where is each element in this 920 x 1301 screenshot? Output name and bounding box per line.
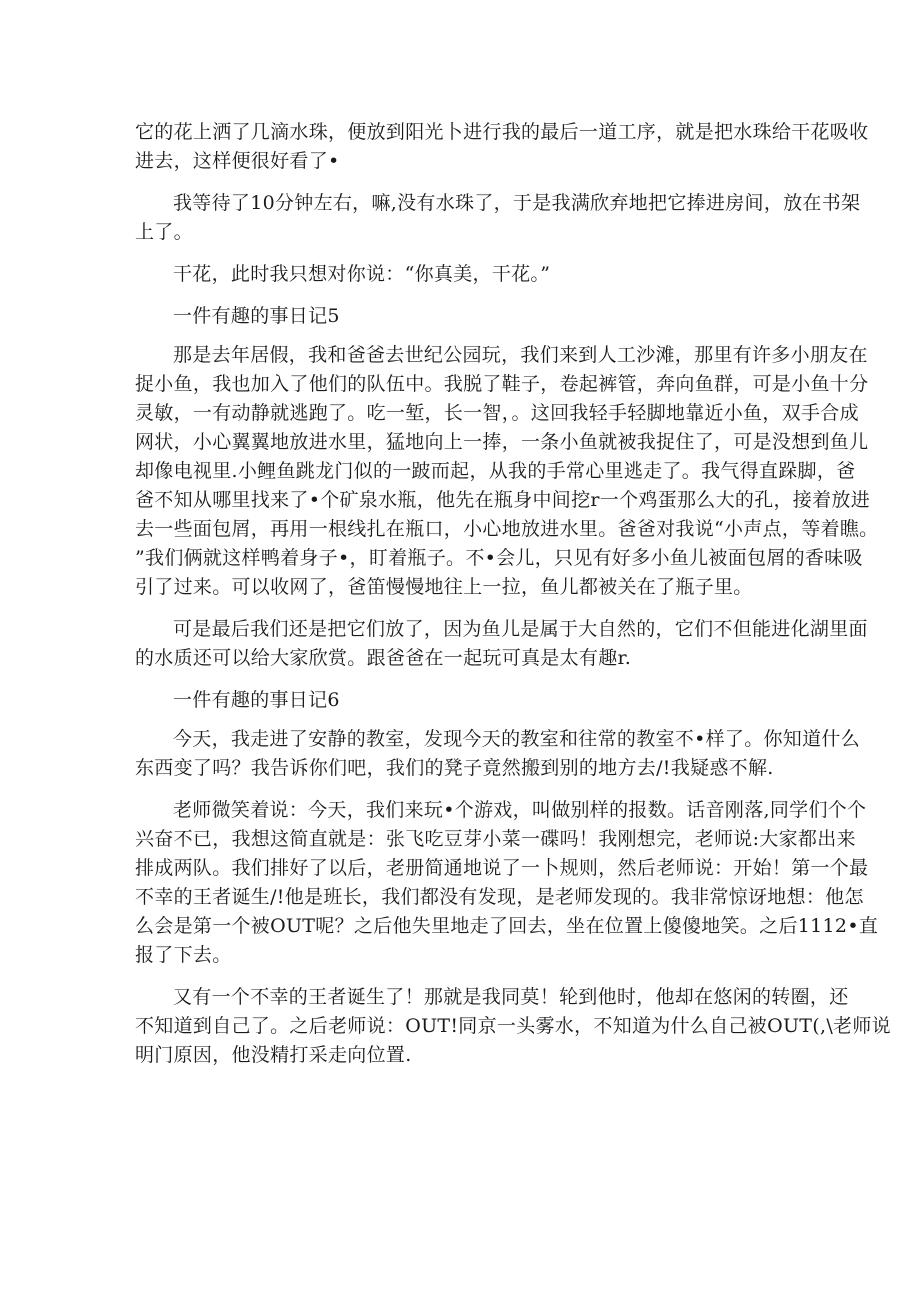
text-line: 进去，这样便很好看了• xyxy=(135,150,340,172)
text-line: 不幸的王者诞生/!他是班长，我们都没有发现，是老师发现的。我非常惊讶地想：他怎 xyxy=(135,886,864,908)
text-line: 排成两队。我们排好了以后，老册简通地说了一卜规则，然后老师说：开始！第一个最 xyxy=(135,857,869,879)
text-line: 上了。 xyxy=(135,221,193,243)
text-line: 爸不知从哪里找来了•个矿泉水瓶，他先在瓶身中间挖r一个鸡蛋那么大的孔，接着放进 xyxy=(135,489,870,511)
paragraph-deskmate-out xyxy=(135,983,891,1070)
section-heading: 一件有趣的事日记5 xyxy=(173,305,340,327)
text-line: 不知道到自己了。之后老师说：OUT!同京一头雾水，不知道为什么自己被OUT(,\老师说 xyxy=(135,1015,891,1037)
text-line: 去一些面包屑，再用一根线扎在瓶口，小心地放进水里。爸爸对我说“小声点，等着瞧。 xyxy=(135,518,879,540)
text-line: 我等待了10分钟左右，嘛,没有水珠了，于是我满欣弃地把它捧进房间，放在书架 xyxy=(173,192,861,214)
text-line: 兴奋不已，我想这简直就是：张飞吃豆芽小菜一碟吗！我刚想完，老师说:大家都出来 xyxy=(135,828,856,850)
text-line: 灵敏，一有动静就逃跑了。吃一堑，长一智，。这回我轻手轻脚地靠近小鱼，双手合成 xyxy=(135,402,859,424)
text-line: 明门原因，他没精打采走向位置. xyxy=(135,1044,412,1066)
paragraph-classroom xyxy=(135,725,861,783)
text-line: 却像电视里.小鲤鱼跳龙门似的一跛而起，从我的手常心里逃走了。我气得直跺脚，爸 xyxy=(135,460,856,482)
section-heading: 一件有趣的事日记6 xyxy=(173,689,340,711)
text-line: 东西变了吗？我告诉你们吧，我们的凳子竟然搬到别的地方去/!我疑惑不解. xyxy=(135,757,774,779)
document-page xyxy=(135,118,891,1083)
text-line: ”我们俩就这样鸭着身子•，盯着瓶子。不•会儿，只见有好多小鱼儿被面包屑的香味吸 xyxy=(135,547,863,569)
text-line: 那是去年居假，我和爸爸去世纪公园玩，我们来到人工沙滩，那里有许多小朋友在 xyxy=(173,344,868,366)
text-line: 的水质还可以给大家欣赏。跟爸爸在一起玩可真是太有趣r. xyxy=(135,647,632,669)
text-line: 干花，此时我只想对你说：“你真美，干花。” xyxy=(173,263,551,285)
text-line: 引了过来。可以收网了，爸笛慢慢地往上一拉，鱼儿都被关在了瓶子里。 xyxy=(135,576,753,598)
text-line: 又有一个不幸的王者诞生了！那就是我同莫！轮到他时，他却在悠闲的转圈，还 xyxy=(173,986,849,1008)
text-line: 它的花上洒了几滴水珠，便放到阳光卜进行我的最后一道工序，就是把水珠给干花吸收 xyxy=(135,121,869,143)
paragraph-dried-flower-end xyxy=(135,118,869,176)
text-line: 网状，小心翼翼地放进水里，猛地向上一捧，一条小鱼就被我捉住了，可是没想到鱼儿 xyxy=(135,431,869,453)
text-line: 么会是第一个被OUT呢？之后他失里地走了回去，坐在位置上傻傻地笑。之后1112•直 xyxy=(135,915,879,937)
text-line: 报了下去。 xyxy=(135,944,232,966)
heading-diary-6 xyxy=(135,686,775,715)
paragraph-waiting xyxy=(135,189,861,247)
text-line: 老师微笑着说：今天，我们来玩•个游戏，叫做别样的报数。话音刚落,同学们个个 xyxy=(173,799,867,821)
text-line: 今天，我走进了安静的教室，发现今天的教室和往常的教室不•样了。你知道什么 xyxy=(173,728,861,750)
paragraph-closing-quote xyxy=(135,260,775,289)
text-line: 可是最后我们还是把它们放了，因为鱼儿是属于大自然的，它们不但能进化湖里面 xyxy=(173,618,868,640)
text-line: 捉小鱼，我也加入了他们的队伍中。我脱了鞋子，卷起裤管，奔向鱼群，可是小鱼十分 xyxy=(135,373,869,395)
paragraph-release-fish xyxy=(135,615,868,673)
paragraph-game xyxy=(135,796,879,970)
paragraph-fishing xyxy=(135,341,879,602)
heading-diary-5 xyxy=(135,302,775,331)
